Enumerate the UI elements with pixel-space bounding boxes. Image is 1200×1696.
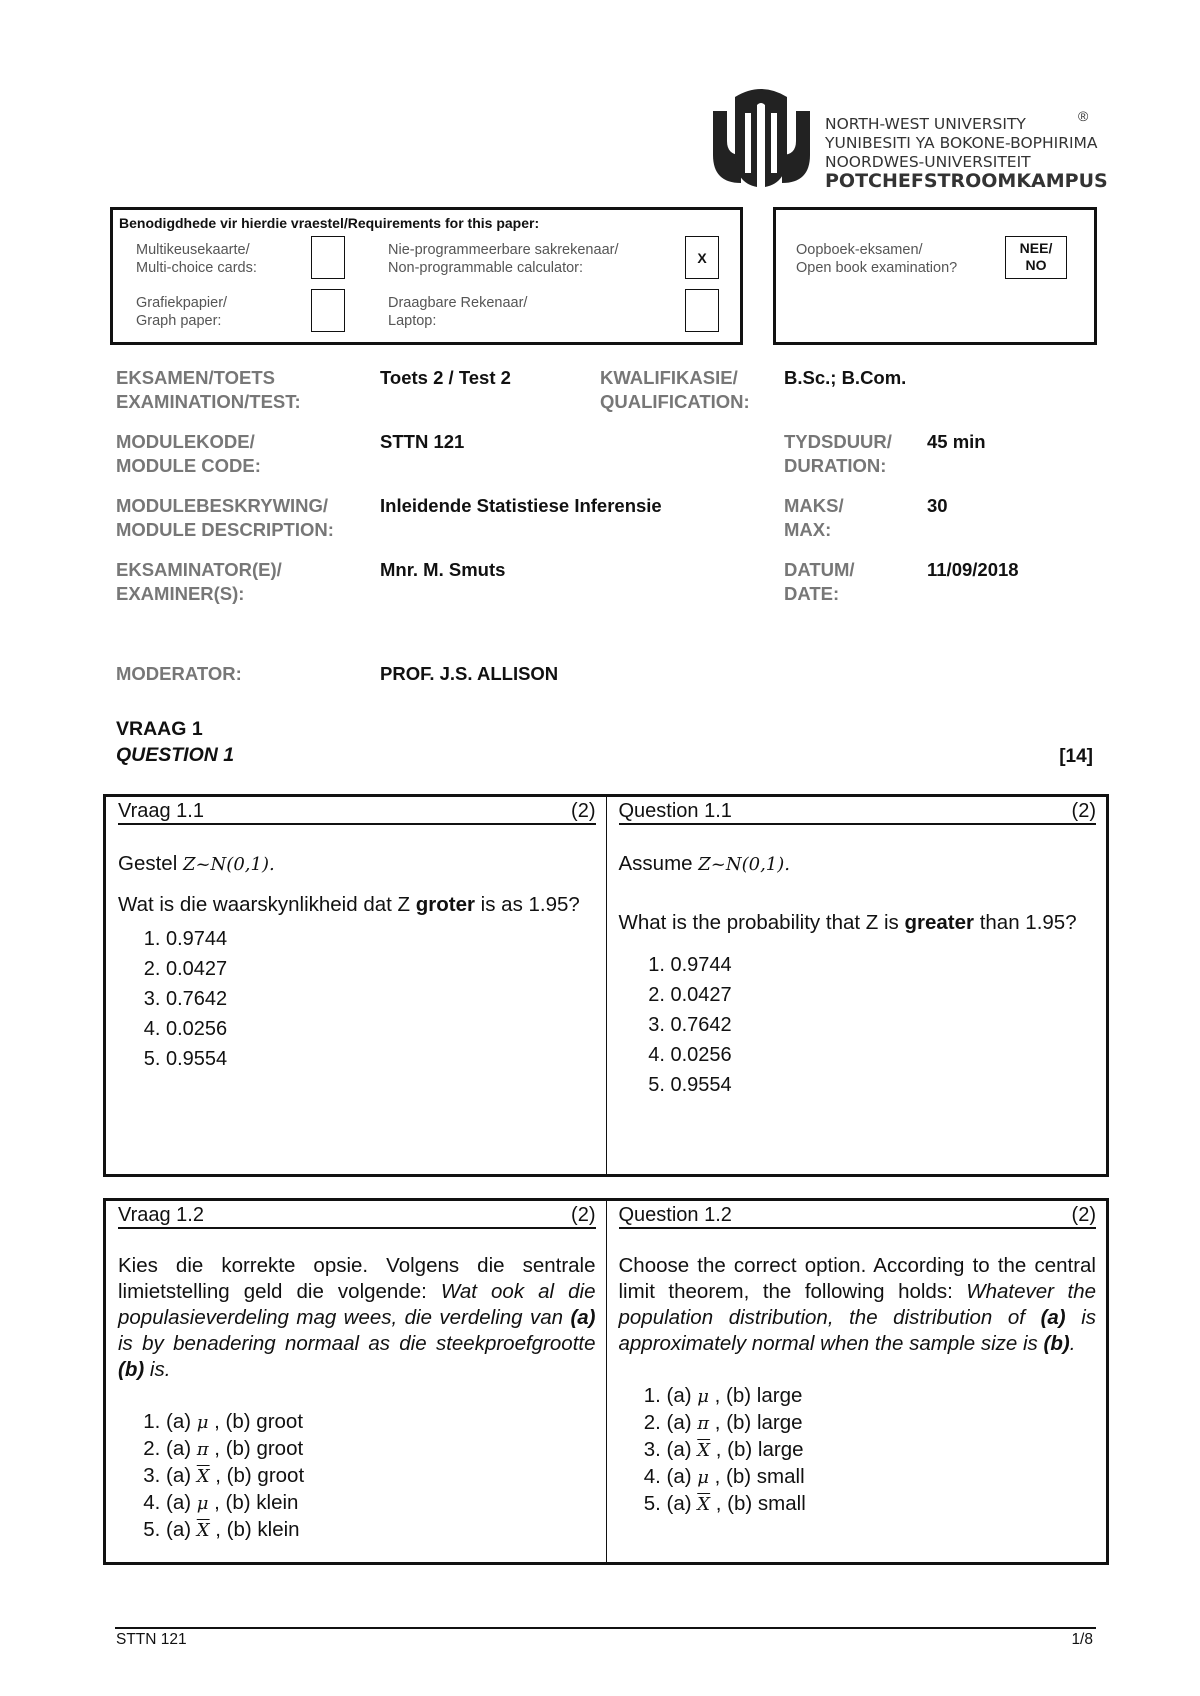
req-label-laptop: Draagbare Rekenaar/ Laptop: <box>388 295 528 329</box>
max-label: MAKS/ MAX: <box>784 495 844 540</box>
footer-module-code: STTN 121 <box>116 1631 187 1648</box>
question-1-1-en-header: Question 1.1 (2) <box>619 800 1097 825</box>
question-total-marks: [14] <box>1059 746 1093 767</box>
option[interactable]: 1. 0.9744 <box>671 950 1097 980</box>
university-name: NORTH-WEST UNIVERSITY YUNIBESITI YA BOKONE-BOPHIRIMA NOORDWES-UNIVERSITEIT POTCHEFSTROOMKAMPUS <box>825 115 1108 192</box>
examiner-value: Mnr. M. Smuts <box>380 559 506 580</box>
qualification-value: B.Sc.; B.Com. <box>784 367 907 388</box>
exam-value: Toets 2 / Test 2 <box>380 367 511 388</box>
date-label: DATUM/ DATE: <box>784 559 855 604</box>
moderator-label: MODERATOR: <box>116 663 242 684</box>
question-title-af: VRAAG 1 <box>116 718 203 740</box>
open-book-box <box>773 207 1097 345</box>
question-1-1-af-intro: Gestel Z~N(0,1). <box>118 852 275 875</box>
question-1-1-table <box>103 794 1109 1177</box>
option[interactable]: 2. (a) π , (b) groot <box>166 1436 596 1463</box>
open-book-answer: NEE/ NO <box>1005 236 1067 279</box>
req-label-multichoice: Multikeusekaarte/ Multi-choice cards: <box>136 242 257 276</box>
option[interactable]: 3. 0.7642 <box>671 1010 1097 1040</box>
requirements-heading: Benodigdhede vir hierdie vraestel/Requirements for this paper: <box>119 215 540 231</box>
option[interactable]: 4. (a) μ , (b) small <box>667 1464 1097 1491</box>
question-1-2-af-options <box>118 1409 596 1544</box>
question-1-1-af-options <box>118 924 596 1074</box>
option[interactable]: 3. 0.7642 <box>166 984 596 1014</box>
question-1-2-table <box>103 1198 1109 1565</box>
req-check-calculator: X <box>685 236 719 279</box>
option[interactable]: 3. (a) $\overline{X}$ , (b) large <box>667 1437 1097 1464</box>
duration-label: TYDSDUUR/ DURATION: <box>784 431 892 476</box>
option[interactable]: 5. 0.9554 <box>671 1070 1097 1100</box>
option[interactable]: 4. 0.0256 <box>166 1014 596 1044</box>
date-value: 11/09/2018 <box>927 559 1019 580</box>
option[interactable]: 1. (a) μ , (b) large <box>667 1383 1097 1410</box>
req-check-laptop <box>685 289 719 332</box>
question-1-1-af-text: Wat is die waarskynlikheid dat Z groter is as 1.95? <box>118 893 580 916</box>
req-check-multichoice <box>311 236 345 279</box>
question-1-1-english <box>606 797 1107 1174</box>
question-1-2-af-text: Kies die korrekte opsie. Volgens die sentrale limietstelling geld die volgende: Wat ook al die populasieverdeling mag wees, die verdeling van (a) is by benadering normaal as die steekproefgrootte (b) is. <box>118 1254 596 1381</box>
option[interactable]: 4. 0.0256 <box>671 1040 1097 1070</box>
option[interactable]: 5. (a) $\overline{X}$ , (b) klein <box>166 1517 596 1544</box>
question-1-1-af-header: Vraag 1.1 (2) <box>118 800 596 825</box>
req-label-calculator: Nie-programmeerbare sakrekenaar/ Non-programmable calculator: <box>388 242 619 276</box>
duration-value: 45 min <box>927 431 986 452</box>
option[interactable]: 2. 0.0427 <box>671 980 1097 1010</box>
registered-mark: ® <box>1078 108 1089 124</box>
question-1-1-en-options <box>619 950 1097 1100</box>
option[interactable]: 5. 0.9554 <box>166 1044 596 1074</box>
examiner-label: EKSAMINATOR(E)/ EXAMINER(S): <box>116 559 282 604</box>
question-title-en: QUESTION 1 <box>116 744 235 766</box>
question-1-2-english <box>606 1201 1107 1562</box>
option[interactable]: 2. (a) π , (b) large <box>667 1410 1097 1437</box>
module-description-label: MODULEBESKRYWING/ MODULE DESCRIPTION: <box>116 495 334 540</box>
option[interactable]: 1. (a) μ , (b) groot <box>166 1409 596 1436</box>
question-1-1-en-intro: Assume Z~N(0,1). <box>618 852 790 875</box>
module-code-value: STTN 121 <box>380 431 465 452</box>
question-1-2-en-text: Choose the correct option. According to the central limit theorem, the following holds: Whatever the population distribution, the distribution of (a) is approximately normal when the sample size is (b). <box>618 1254 1097 1355</box>
option[interactable]: 3. (a) $\overline{X}$ , (b) groot <box>166 1463 596 1490</box>
footer-page-number: 1/8 <box>1071 1631 1093 1648</box>
question-1-2-en-header: Question 1.2 (2) <box>619 1204 1097 1229</box>
nwu-logo <box>705 83 818 193</box>
option[interactable]: 4. (a) μ , (b) klein <box>166 1490 596 1517</box>
module-description-value: Inleidende Statistiese Inferensie <box>380 495 662 516</box>
question-1-2-afrikaans <box>106 1201 606 1562</box>
req-label-graphpaper: Grafiekpapier/ Graph paper: <box>136 295 228 329</box>
req-check-graphpaper <box>311 289 345 332</box>
footer-divider <box>115 1627 1096 1629</box>
question-1-1-en-text: What is the probability that Z is greater than 1.95? <box>618 911 1077 934</box>
moderator-value: PROF. J.S. ALLISON <box>380 663 559 684</box>
open-book-label: Oopboek-eksamen/ Open book examination? <box>796 242 958 276</box>
option[interactable]: 1. 0.9744 <box>166 924 596 954</box>
question-1-2-en-options <box>619 1383 1097 1518</box>
module-code-label: MODULEKODE/ MODULE CODE: <box>116 431 261 476</box>
requirements-box <box>110 207 743 345</box>
exam-label: EKSAMEN/TOETS EXAMINATION/TEST: <box>116 367 301 412</box>
option[interactable]: 2. 0.0427 <box>166 954 596 984</box>
max-value: 30 <box>927 495 948 516</box>
question-1-1-afrikaans <box>106 797 606 1174</box>
qualification-label: KWALIFIKASIE/ QUALIFICATION: <box>600 367 750 412</box>
question-1-2-af-header: Vraag 1.2 (2) <box>118 1204 596 1229</box>
option[interactable]: 5. (a) $\overline{X}$ , (b) small <box>667 1491 1097 1518</box>
